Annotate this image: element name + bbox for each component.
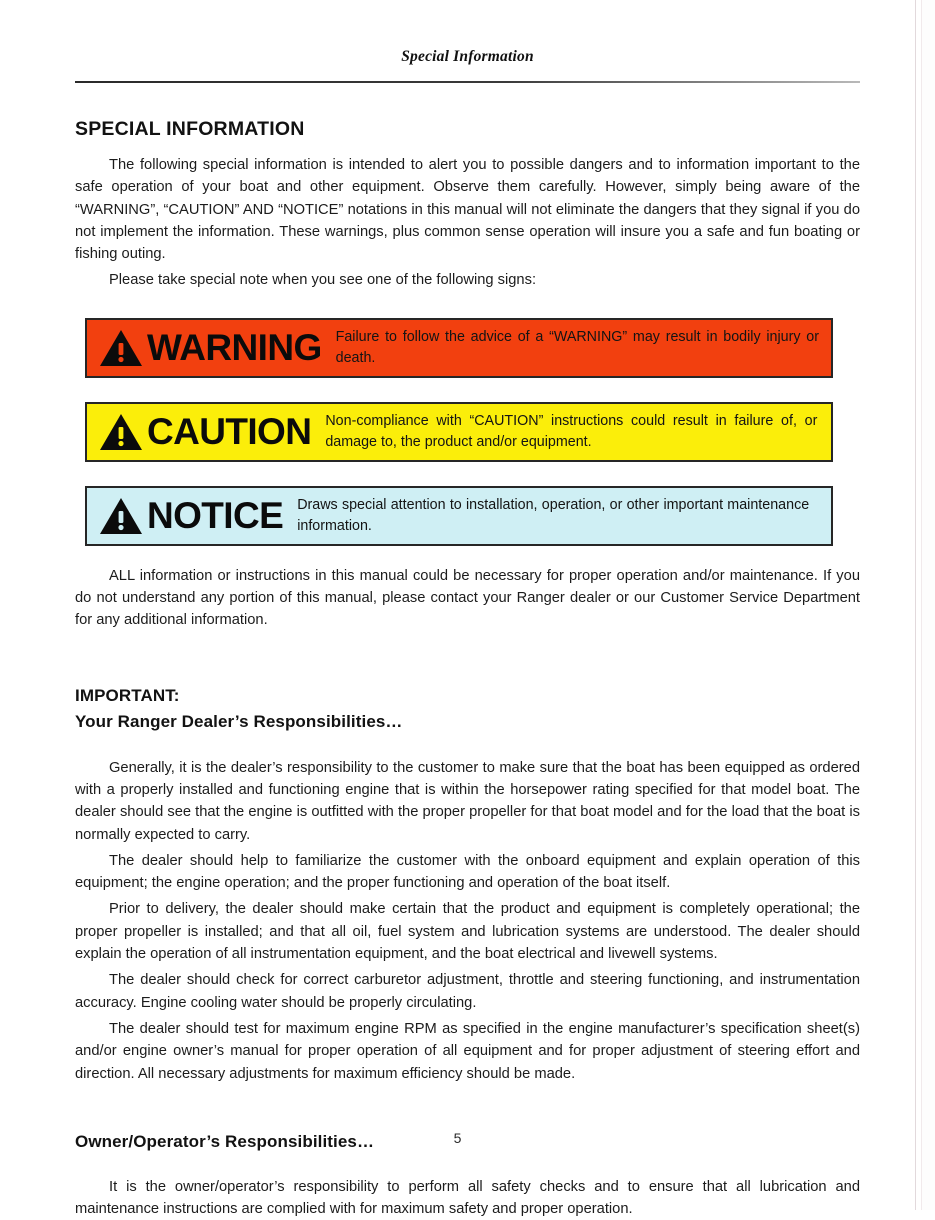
alert-box-notice xyxy=(85,486,833,546)
alert-description xyxy=(283,488,821,544)
paragraph: Please take special note when you see one of the following signs: xyxy=(109,272,537,289)
warning-triangle-icon xyxy=(99,328,143,368)
paragraph: The dealer should test for maximum engine RPM as specified in the engine manufacturer’s specification sheet(s) and/or engine owner’s manual for proper operation of all equipment and for proper adjustment of steering effort and direction. All necessary adjustments for maximum efficiency should be made. xyxy=(75,1020,860,1082)
post-alerts-paragraph xyxy=(75,565,860,632)
alert-box-caution xyxy=(85,402,833,462)
alert-boxes xyxy=(75,318,860,546)
header-rule xyxy=(75,81,860,83)
page-title: SPECIAL INFORMATION xyxy=(75,118,305,140)
alert-description-text: Draws special attention to installation, operation, or other important maintenance information. xyxy=(297,497,810,534)
page-margin-strip xyxy=(921,0,935,1210)
alert-label-caution xyxy=(87,404,311,460)
important-section xyxy=(75,686,860,1085)
page-number: 5 xyxy=(453,1130,462,1146)
alert-description-text: Failure to follow the advice of a “WARNING” may result in bodily injury or death. xyxy=(335,329,819,366)
warning-triangle-icon xyxy=(99,496,143,536)
paragraph: The following special information is intended to alert you to possible dangers and to information important to the safe operation of your boat and other equipment. Observe them carefully. However, simply being aware of the “WARNING”, “CAUTION” AND “NOTICE” notations in this manual will not eliminate the dangers that they signal if you do not implement the information. These warnings, plus common sense operation will insure you a safe and fun boating or fishing outing. xyxy=(75,157,860,263)
running-head: Special Information xyxy=(401,48,534,65)
alert-word: CAUTION xyxy=(147,411,312,453)
paragraph: Generally, it is the dealer’s responsibility to the customer to make sure that the boat has been equipped as ordered with a properly installed and functioning engine that is within the horsepower rating specified for that model boat. The dealer should see that the engine is outfitted with the proper propeller for that boat model and for the load that the boat is normally expected to carry. xyxy=(75,759,860,843)
paragraph: The dealer should help to familiarize the customer with the onboard equipment and explain operation of this equipment; the engine operation; and the proper functioning and operation of the boat itself. xyxy=(75,852,860,892)
intro-paragraphs xyxy=(75,154,860,292)
alert-description xyxy=(311,404,829,460)
owner-responsibilities-heading: Owner/Operator’s Responsibilities… xyxy=(75,1131,375,1151)
warning-triangle-icon xyxy=(99,412,143,452)
page-content xyxy=(75,0,860,1220)
important-heading: IMPORTANT: xyxy=(75,685,180,705)
paragraph: ALL information or instructions in this manual could be necessary for proper operation and/or maintenance. If you do not understand any portion of this manual, please contact your Ranger dealer or our Customer Service Department for any additional information. xyxy=(75,567,860,629)
dealer-responsibilities-heading: Your Ranger Dealer’s Responsibilities… xyxy=(75,711,403,731)
alert-label-notice xyxy=(87,488,283,544)
alert-word: NOTICE xyxy=(147,495,284,537)
alert-label-warning xyxy=(87,320,322,376)
owner-paragraphs xyxy=(75,1176,860,1220)
alert-word: WARNING xyxy=(147,327,322,369)
alert-box-warning xyxy=(85,318,833,378)
page-edge-line xyxy=(915,0,916,1210)
paragraph: The dealer should check for correct carburetor adjustment, throttle and steering functioning, and instrumentation accuracy. Engine cooling water should be properly circulating. xyxy=(75,972,860,1011)
paragraph: Prior to delivery, the dealer should make certain that the product and equipment is completely operational; the proper propeller is installed; and that all oil, fuel system and lubrication systems are understood. The dealer should explain the operation of all instrumentation equipment, and the boat electrical and livewell systems. xyxy=(75,901,860,963)
paragraph: It is the owner/operator’s responsibility to perform all safety checks and to ensure that all lubrication and maintenance instructions are complied with for maximum safety and proper operation. xyxy=(75,1178,860,1218)
alert-description-text: Non-compliance with “CAUTION” instructions could result in failure of, or damage to, the product and/or equipment. xyxy=(325,413,818,450)
dealer-paragraphs xyxy=(75,757,860,1085)
alert-description xyxy=(322,320,831,376)
